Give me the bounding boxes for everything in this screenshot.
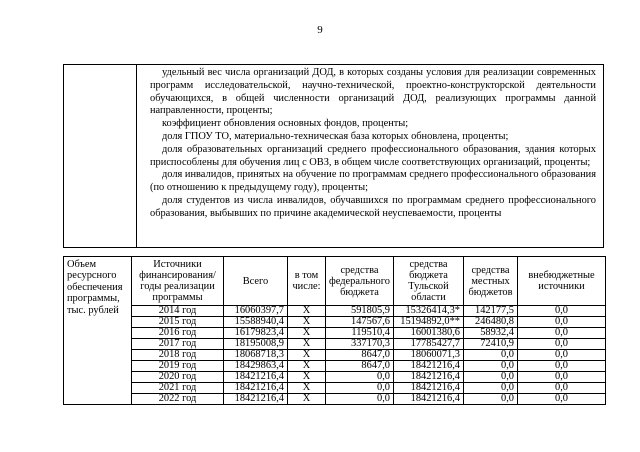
year-cell: 2022 год: [132, 394, 224, 405]
table-row: [64, 339, 606, 350]
extra-cell: 0,0: [518, 350, 606, 361]
federal-cell: 119510,4: [326, 328, 394, 339]
total-cell: 16179823,4: [224, 328, 288, 339]
regional-cell: 15326414,3*: [394, 306, 464, 317]
extra-cell: 0,0: [518, 372, 606, 383]
header-local: средства местных бюджетов: [464, 257, 518, 306]
extra-cell: 0,0: [518, 383, 606, 394]
indicator-item: доля студентов из числа инвалидов, обучавшихся по программам среднего профессионального образования, выбывших по причине академической неуспеваемости, проценты: [150, 194, 596, 219]
regional-cell: 18421216,4: [394, 383, 464, 394]
regional-cell: 15194892,0**: [394, 317, 464, 328]
total-cell: 15588940,4: [224, 317, 288, 328]
federal-cell: 0,0: [326, 383, 394, 394]
regional-cell: 18060071,3: [394, 350, 464, 361]
federal-cell: 8647,0: [326, 361, 394, 372]
year-cell: 2016 год: [132, 328, 224, 339]
header-including: в том числе:: [288, 257, 326, 306]
local-cell: 0,0: [464, 394, 518, 405]
regional-cell: 18421216,4: [394, 372, 464, 383]
indicator-item: доля ГПОУ ТО, материально-техническая база которых обновлена, проценты;: [162, 130, 509, 142]
year-cell: 2015 год: [132, 317, 224, 328]
extra-cell: 0,0: [518, 328, 606, 339]
federal-cell: 337170,3: [326, 339, 394, 350]
federal-cell: 0,0: [326, 394, 394, 405]
regional-cell: 16001380,6: [394, 328, 464, 339]
total-cell: 18068718,3: [224, 350, 288, 361]
year-cell: 2018 год: [132, 350, 224, 361]
extra-cell: 0,0: [518, 306, 606, 317]
local-cell: 58932,4: [464, 328, 518, 339]
extra-cell: 0,0: [518, 317, 606, 328]
total-cell: 18195008,9: [224, 339, 288, 350]
including-cell: Х: [288, 394, 326, 405]
year-cell: 2019 год: [132, 361, 224, 372]
local-cell: 72410,9: [464, 339, 518, 350]
extra-cell: 0,0: [518, 394, 606, 405]
indicator-item: доля образовательных организаций среднего профессионального образования, здания которых приспособлены для обучения лиц с ОВЗ, в общем числе соответствующих организаций, проценты;: [150, 143, 596, 168]
local-cell: 246480,8: [464, 317, 518, 328]
indicator-item: доля инвалидов, принятых на обучение по программам среднего профессионального образования (по отношению к предыдущему году), проценты;: [150, 169, 596, 194]
table-row: [64, 306, 606, 317]
indicators-box: [63, 64, 604, 248]
including-cell: Х: [288, 361, 326, 372]
indicator-item: коэффициент обновления основных фондов, проценты;: [162, 118, 409, 130]
resource-label: Объем ресурсного обеспечения программы, тыс. рублей: [64, 257, 132, 405]
year-cell: 2020 год: [132, 372, 224, 383]
including-cell: Х: [288, 317, 326, 328]
header-federal: средства федерального бюджета: [326, 257, 394, 306]
header-regional: средства бюджета Тульской области: [394, 257, 464, 306]
regional-cell: 17785427,7: [394, 339, 464, 350]
extra-cell: 0,0: [518, 361, 606, 372]
local-cell: 0,0: [464, 383, 518, 394]
local-cell: 0,0: [464, 361, 518, 372]
table-row: [64, 372, 606, 383]
table-header-row: [64, 257, 606, 306]
extra-cell: 0,0: [518, 339, 606, 350]
federal-cell: 147567,6: [326, 317, 394, 328]
page-number: 9: [317, 24, 323, 36]
regional-cell: 18421216,4: [394, 361, 464, 372]
federal-cell: 591805,9: [326, 306, 394, 317]
indicator-item: удельный вес числа организаций ДОД, в которых созданы условия для реализации современных программ исследовательской, научно-технической, проектно-конструкторской деятельности обучающихся, в общей численности организаций ДОД, реализующих программы данной направленности, проценты;: [150, 67, 596, 117]
table-row: [64, 383, 606, 394]
including-cell: Х: [288, 328, 326, 339]
federal-cell: 8647,0: [326, 350, 394, 361]
year-cell: 2014 год: [132, 306, 224, 317]
table-row: [64, 394, 606, 405]
resource-table: [63, 256, 606, 405]
federal-cell: 0,0: [326, 372, 394, 383]
regional-cell: 18421216,4: [394, 394, 464, 405]
local-cell: 142177,5: [464, 306, 518, 317]
including-cell: Х: [288, 350, 326, 361]
local-cell: 0,0: [464, 372, 518, 383]
total-cell: 18421216,4: [224, 394, 288, 405]
total-cell: 18421216,4: [224, 383, 288, 394]
including-cell: Х: [288, 383, 326, 394]
total-cell: 18421216,4: [224, 372, 288, 383]
table-row: [64, 361, 606, 372]
including-cell: Х: [288, 339, 326, 350]
indicators-text: [150, 67, 596, 221]
header-total: Всего: [224, 257, 288, 306]
header-sources: Источники финансирования/ годы реализации программы: [132, 257, 224, 306]
table-row: [64, 350, 606, 361]
total-cell: 18429863,4: [224, 361, 288, 372]
including-cell: Х: [288, 306, 326, 317]
including-cell: Х: [288, 372, 326, 383]
total-cell: 16060397,7: [224, 306, 288, 317]
year-cell: 2017 год: [132, 339, 224, 350]
local-cell: 0,0: [464, 350, 518, 361]
year-cell: 2021 год: [132, 383, 224, 394]
header-extra: внебюджетные источники: [518, 257, 606, 306]
column-divider: [136, 65, 137, 247]
table-row: [64, 317, 606, 328]
table-row: [64, 328, 606, 339]
